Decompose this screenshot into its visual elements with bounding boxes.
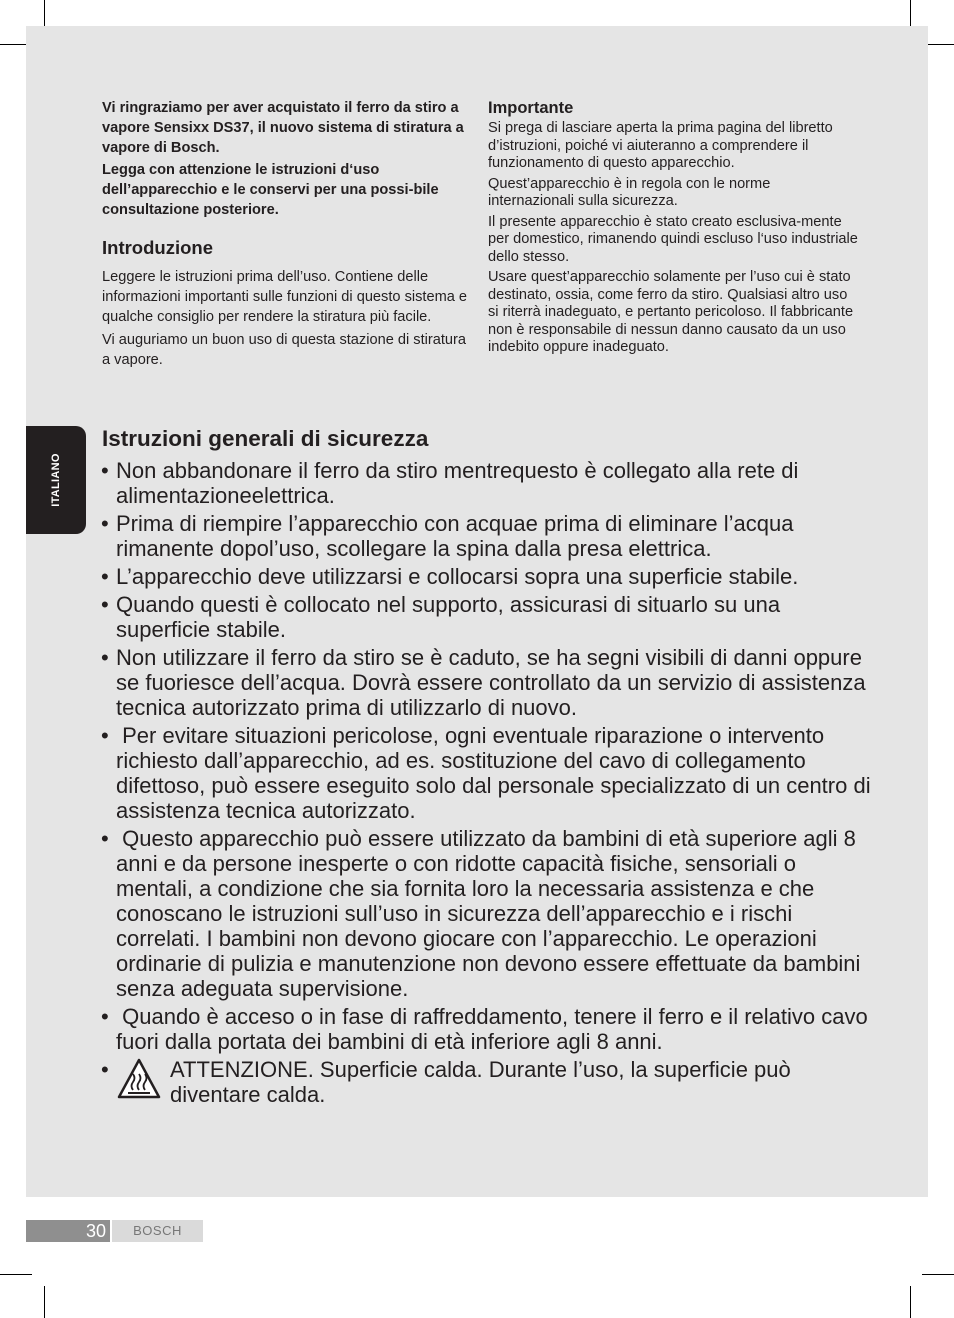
page-number: 30 xyxy=(26,1220,110,1242)
safety-item-text: Quando questi è collocato nel supporto, assicurasi di situarlo su una superficie stabile. xyxy=(116,592,781,642)
bullet-icon: • xyxy=(101,564,109,589)
bullet-icon: • xyxy=(101,645,109,670)
bullet-icon: • xyxy=(101,1057,109,1082)
safety-item-text: L’apparecchio deve utilizzarsi e collocarsi sopra una superficie stabile. xyxy=(116,564,799,589)
safety-heading: Istruzioni generali di sicurezza xyxy=(102,426,429,451)
right-column xyxy=(488,98,860,360)
bullet-icon: • xyxy=(101,511,109,536)
safety-item-text: Non abbandonare il ferro da stiro mentrequesto è collegato alla rete di alimentazioneelettrica. xyxy=(116,458,799,508)
safety-item-text: Prima di riempire l’apparecchio con acquae prima di eliminare l’acqua rimanente dopol’uso, scollegare la spina dalla presa elettrica. xyxy=(116,511,794,561)
intro-thanks: Vi ringraziamo per aver acquistato il ferro da stiro a vapore Sensixx DS37, il nuovo sistema di stiratura a vapore di Bosch. xyxy=(102,100,464,156)
important-paragraph: Quest’apparecchio è in regola con le norme internazionali sulla sicurezza. xyxy=(488,175,771,209)
safety-item xyxy=(102,645,872,720)
bullet-icon: • xyxy=(101,458,109,483)
safety-item xyxy=(102,1004,872,1054)
safety-item xyxy=(102,511,872,561)
brand-label: BOSCH xyxy=(112,1220,203,1242)
safety-item xyxy=(102,826,872,1001)
intro-read-instructions: Legga con attenzione le istruzioni d‘uso dell’apparecchio e le conservi per una possi-bile consultazione posteriore. xyxy=(102,162,439,218)
safety-warning-text: ATTENZIONE. Superficie calda. Durante l’uso, la superficie può diventare calda. xyxy=(170,1057,791,1107)
language-tab xyxy=(26,426,86,534)
language-tab-label: ITALIANO xyxy=(50,453,62,507)
safety-section xyxy=(101,424,877,1110)
hot-surface-warning-icon xyxy=(116,1057,162,1101)
bullet-icon: • xyxy=(101,723,109,748)
crop-mark xyxy=(910,1286,911,1318)
important-paragraph: Il presente apparecchio è stato creato esclusiva-mente per domestico, rimanendo quindi escluso l‘uso industriale dello stesso. xyxy=(488,213,858,265)
introduction-heading: Introduzione xyxy=(102,237,213,258)
bullet-icon: • xyxy=(101,592,109,617)
safety-item xyxy=(102,592,872,642)
crop-mark xyxy=(922,1274,954,1275)
safety-item-text: Quando è acceso o in fase di raffreddamento, tenere il ferro e il relativo cavo fuori dalla portata dei bambini di età inferiore agli 8 anni. xyxy=(116,1004,874,1054)
introduction-paragraph: Vi auguriamo un buon uso di questa stazione di stiratura a vapore. xyxy=(102,332,466,368)
bullet-icon: • xyxy=(101,1004,109,1029)
safety-warning xyxy=(102,1057,872,1107)
bullet-icon: • xyxy=(101,826,109,851)
safety-item-text: Questo apparecchio può essere utilizzato da bambini di età superiore agli 8 anni e da persone inesperte o con ridotte capacità fisiche, sensoriali o mentali, a condizione che sia fornita loro la necessaria assistenza e che conoscano le istruzioni sull’uso in sicurezza dell’apparecchio e i rischi correlati. I bambini non devono giocare con l’apparecchio. Le operazioni ordinarie di pulizia e manutenzione non devono essere effettuate da bambini senza adeguata supervisione. xyxy=(116,826,867,1001)
safety-item xyxy=(102,564,872,589)
introduction-paragraph: Leggere le istruzioni prima dell’uso. Contiene delle informazioni importanti sulle funzioni di questo sistema e qualche consiglio per rendere la stiratura più facile. xyxy=(102,269,468,325)
important-paragraph: Usare quest’apparecchio solamente per l’uso cui è stato destinato, ossia, come ferro da stiro. Qualsiasi altro uso si riterrà inadeguato, e pertanto pericoloso. Il fabbricante non è responsabile di nessun danno causato da un uso indebito oppure inadeguato. xyxy=(488,269,854,355)
safety-item-text: Non utilizzare il ferro da stiro se è caduto, se ha segni visibili di danni oppure se fuoriesce dell’acqua. Dovrà essere controllato da un servizio di assistenza tecnica autorizzato prima di utilizzarlo di nuovo. xyxy=(116,645,866,720)
left-column xyxy=(102,98,468,373)
important-heading: Importante xyxy=(488,99,574,117)
crop-mark xyxy=(44,1286,45,1318)
safety-item xyxy=(101,723,877,823)
safety-item xyxy=(102,458,872,508)
crop-mark xyxy=(0,1274,32,1275)
important-paragraph: Si prega di lasciare aperta la prima pagina del libretto d’istruzioni, poiché vi aiuteranno a comprendere il funzionamento di questo apparecchio. xyxy=(488,120,833,171)
safety-item-text: Per evitare situazioni pericolose, ogni eventuale riparazione o intervento richiesto dall’apparecchio, ad es. sostituzione del cavo di collegamento difettoso, può essere eseguito solo dal personale specializzato di un centro di assistenza tecnica autorizzato. xyxy=(116,723,877,823)
